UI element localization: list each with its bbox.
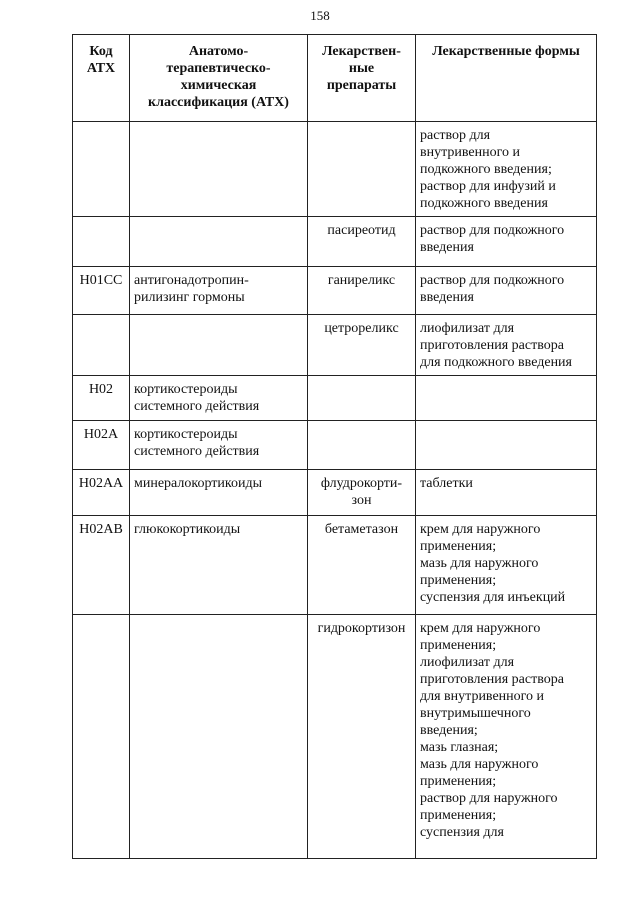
header-line: ные <box>348 61 375 76</box>
header-row <box>73 35 597 122</box>
table-row <box>73 217 597 267</box>
cell-line: бетаметазон <box>324 522 399 537</box>
classification-cell <box>130 470 308 516</box>
cell-line: подкожного введения; <box>420 162 552 177</box>
drug-cell <box>308 470 416 516</box>
cell-line: минералокортикоиды <box>134 476 263 491</box>
atc-code-cell <box>73 315 130 376</box>
cell-line: лиофилизат для <box>420 321 515 336</box>
cell-line: мазь для наружного <box>420 757 539 772</box>
dosage-form-cell <box>416 421 597 470</box>
header-line: АТХ <box>86 61 116 76</box>
header-code <box>73 35 130 122</box>
classification-cell <box>130 421 308 470</box>
header-line: препараты <box>326 78 397 93</box>
atc-code-cell <box>73 217 130 267</box>
classification-cell <box>130 315 308 376</box>
cell-line: суспензия для инъекций <box>420 590 566 605</box>
cell-line: применения; <box>420 808 497 823</box>
cell-line: приготовления раствора <box>420 672 564 687</box>
dosage-form-cell <box>416 376 597 421</box>
classification-cell <box>130 516 308 615</box>
header-line: Лекарствен- <box>322 44 401 59</box>
atc-code-cell: H01CC <box>73 267 130 315</box>
atc-code-cell <box>73 122 130 217</box>
table-row <box>73 615 597 859</box>
header-line: Лекарственные формы <box>432 44 580 59</box>
atc-table <box>72 34 597 859</box>
dosage-form-cell <box>416 267 597 315</box>
drug-cell <box>308 122 416 217</box>
cell-line: для внутривенного и <box>420 689 545 704</box>
header-line: Код <box>89 44 113 59</box>
cell-line: крем для наружного <box>420 522 541 537</box>
cell-line: кортикостероиды <box>134 427 238 442</box>
table-row <box>73 516 597 615</box>
classification-cell <box>130 615 308 859</box>
cell-line: лиофилизат для <box>420 655 515 670</box>
cell-line: введения <box>420 240 474 255</box>
cell-line: применения; <box>420 774 497 789</box>
drug-cell <box>308 376 416 421</box>
cell-line: системного действия <box>134 444 260 459</box>
header-classification <box>130 35 308 122</box>
cell-line: для подкожного введения <box>420 355 572 370</box>
cell-line: рилизинг гормоны <box>134 290 245 305</box>
cell-line: цетрореликс <box>324 321 399 336</box>
cell-line: пасиреотид <box>327 223 396 238</box>
cell-line: глюкокортикоиды <box>134 522 241 537</box>
dosage-form-cell <box>416 315 597 376</box>
table-row <box>73 470 597 516</box>
cell-line: применения; <box>420 539 497 554</box>
drug-cell <box>308 615 416 859</box>
table-row <box>73 376 597 421</box>
cell-line: кортикостероиды <box>134 382 238 397</box>
cell-line: мазь для наружного <box>420 556 539 571</box>
drug-cell <box>308 267 416 315</box>
cell-line: подкожного введения <box>420 196 548 211</box>
drug-cell <box>308 516 416 615</box>
classification-cell <box>130 267 308 315</box>
classification-cell <box>130 217 308 267</box>
cell-line: раствор для наружного <box>420 791 558 806</box>
dosage-form-cell <box>416 217 597 267</box>
atc-code-cell: H02 <box>73 376 130 421</box>
cell-line: раствор для инфузий и <box>420 179 556 194</box>
drug-cell <box>308 421 416 470</box>
cell-line: системного действия <box>134 399 260 414</box>
cell-line: введения <box>420 290 474 305</box>
cell-line: раствор для <box>420 128 491 143</box>
cell-line: приготовления раствора <box>420 338 564 353</box>
dosage-form-cell <box>416 470 597 516</box>
classification-cell <box>130 376 308 421</box>
dosage-form-cell <box>416 516 597 615</box>
header-line: классификация (АТХ) <box>148 95 289 110</box>
cell-line: внутримышечного <box>420 706 531 721</box>
cell-line: раствор для подкожного <box>420 273 565 288</box>
header-forms <box>416 35 597 122</box>
header-drugs <box>308 35 416 122</box>
cell-line: антигонадотропин- <box>134 273 249 288</box>
cell-line: гидрокортизон <box>317 621 406 636</box>
atc-code-cell: H02AA <box>73 470 130 516</box>
header-line: терапевтическо- <box>166 61 271 76</box>
cell-line: внутривенного и <box>420 145 520 160</box>
cell-line: введения; <box>420 723 478 738</box>
header-line: Анатомо- <box>188 44 249 59</box>
cell-line: зон <box>351 493 372 508</box>
atc-code-cell: H02A <box>73 421 130 470</box>
table-header <box>73 35 597 122</box>
table-body <box>73 122 597 859</box>
cell-line: таблетки <box>420 476 473 491</box>
cell-line: применения; <box>420 638 497 653</box>
dosage-form-cell <box>416 615 597 859</box>
table-row <box>73 267 597 315</box>
drug-cell <box>308 217 416 267</box>
dosage-form-cell <box>416 122 597 217</box>
table-row <box>73 315 597 376</box>
cell-line: применения; <box>420 573 497 588</box>
classification-cell <box>130 122 308 217</box>
drug-cell <box>308 315 416 376</box>
cell-line: крем для наружного <box>420 621 541 636</box>
table-row <box>73 122 597 217</box>
header-line: химическая <box>180 78 257 93</box>
atc-code-cell <box>73 615 130 859</box>
table-row <box>73 421 597 470</box>
cell-line: раствор для подкожного <box>420 223 565 238</box>
cell-line: флудрокорти- <box>320 476 403 491</box>
cell-line: ганиреликс <box>327 273 396 288</box>
cell-line: суспензия для <box>420 825 504 840</box>
cell-line: мазь глазная; <box>420 740 499 755</box>
atc-code-cell: H02AB <box>73 516 130 615</box>
page-number: 158 <box>310 8 330 23</box>
